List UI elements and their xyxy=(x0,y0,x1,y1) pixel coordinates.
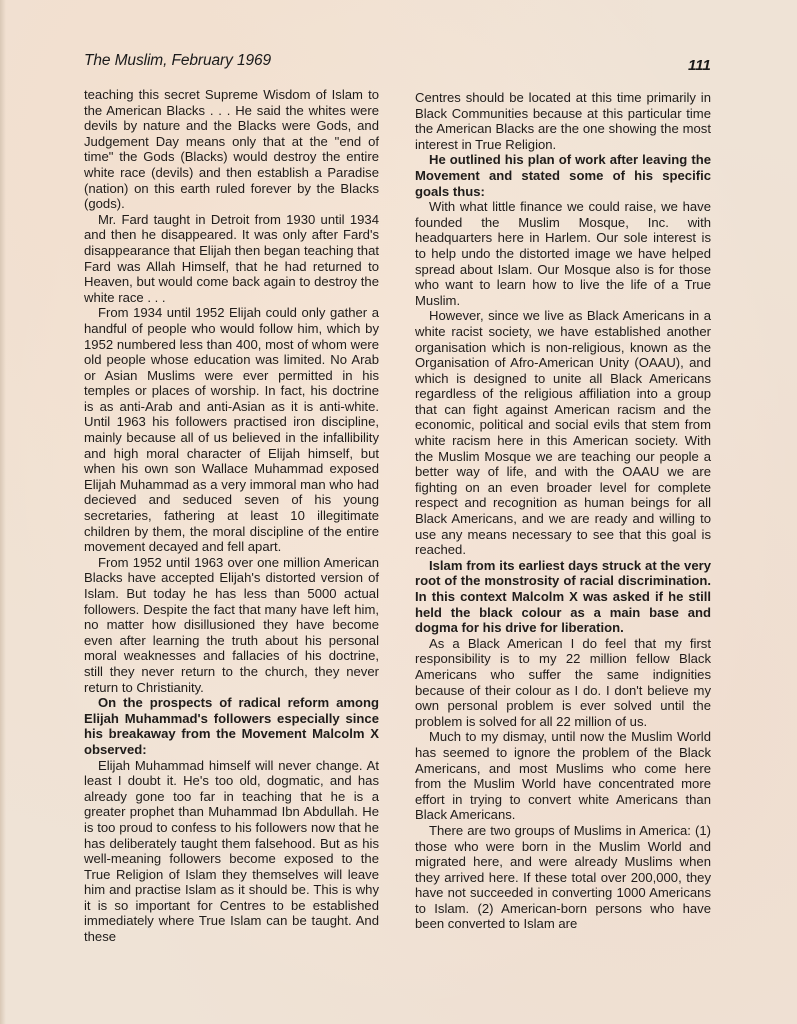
paragraph: From 1934 until 1952 Elijah could only gather a handful of people who would follow him, which by 1952 numbered less than 400, most of whom were old people whose education was limited. No Arab or Asian Muslims were ever permitted in his temples or places of worship. In fact, his doctrine is as anti-Arab and anti-Asian as it is anti-white. Until 1963 his followers practised iron discipline, mainly because all of us believed in the infallibility and high moral character of Elijah himself, but when his own son Wallace Muhammad exposed Elijah Muhammad as a very immoral man who had decieved and seduced seven of his young secretaries, fathering at least 10 illegitimate children by them, the moral discipline of the entire movement decayed and fell apart. xyxy=(84,305,379,555)
paragraph: There are two groups of Muslims in America: (1) those who were born in the Muslim World and migrated here, and were already Muslims when they arrived here. If these total over 200,000, they have not succeeded in converting 1000 Americans to Islam. (2) American-born persons who have been converted to Islam are xyxy=(415,822,711,932)
left-column xyxy=(84,87,379,945)
paragraph: Elijah Muhammad himself will never change. At least I doubt it. He's too old, dogmatic, and has already gone too far in teaching that he is a greater prophet than Muhammad Ibn Abdullah. He is too proud to confess to his followers now that he has deliberately taught them falsehood. But as his well-meaning followers become exposed to the True Religion of Islam they themselves will leave him and practise Islam as it should be. This is why it is so important for Centres to be established immediately where True Islam can be taught. And these xyxy=(84,757,379,945)
paragraph: Mr. Fard taught in Detroit from 1930 until 1934 and then he disappeared. It was only after Fard's disappearance that Elijah then began teaching that Fard was Allah Himself, that he had returned to Heaven, but would come back again to destroy the white race . . . xyxy=(84,211,379,305)
paragraph: As a Black American I do feel that my first responsibility is to my 22 million fellow Black Americans who suffer the same indignities because of their colour as I do. I don't believe my own personal problem is ever solved until the problem is solved for all 22 million of us. xyxy=(415,635,711,729)
right-column xyxy=(415,90,711,932)
paragraph: From 1952 until 1963 over one million American Blacks have accepted Elijah's distorted version of Islam. But today he has less than 5000 actual followers. Despite the fact that many have left him, no matter how disillusioned they have become even after learning the truth about his personal moral weaknesses and fallacies of his doctrine, still they never return to the church, they never return to Christianity. xyxy=(84,554,379,695)
running-head: The Muslim, February 1969 xyxy=(84,52,272,69)
interviewer-note: On the prospects of radical reform among Elijah Muhammad's followers especially since his breakaway from the Movement Malcolm X observed: xyxy=(84,695,379,757)
paragraph: With what little finance we could raise, we have founded the Muslim Mosque, Inc. with headquarters here in Harlem. Our sole interest is to help undo the distorted image we have helped spread about Islam. Our Mosque also is for those who want to learn how to live the life of a True Muslim. xyxy=(415,199,711,308)
page-number: 111 xyxy=(688,57,711,74)
interviewer-note: Islam from its earliest days struck at the very root of the monstrosity of racial discrimination. In this context Malcolm X was asked if he still held the black colour as a main base and dogma for his drive for liberation. xyxy=(415,557,711,636)
paragraph: teaching this secret Supreme Wisdom of Islam to the American Blacks . . . He said the whites were devils by nature and the Blacks were Gods, and Judgement Day means only that at the "end of time" the Gods (Blacks) would destroy the entire white race (devils) and then establish a Paradise (nation) on this earth ruled forever by the Blacks (gods). xyxy=(84,87,379,212)
paragraph: Much to my dismay, until now the Muslim World has seemed to ignore the problem of the Black Americans, and most Muslims who come here from the Muslim World have concentrated more effort in trying to convert white Americans than Black Americans. xyxy=(415,729,711,823)
page-edge xyxy=(0,0,6,1024)
paragraph: However, since we live as Black Americans in a white racist society, we have established another organisation which is non-religious, known as the Organisation of Afro-American Unity (OAAU), and which is designed to unite all Black Americans regardless of the religious affiliation into a group that can fight against American racism and the economic, political and social evils that stem from white racism here in this American society. With the Muslim Mosque we are teaching our people a better way of life, and with the OAAU we are fighting on an even broader level for complete respect and recognition as human beings for all Black Americans, and we are ready and willing to use any means necessary to see that this goal is reached. xyxy=(415,308,711,558)
interviewer-note: He outlined his plan of work after leaving the Movement and stated some of his specific goals thus: xyxy=(415,152,711,199)
paragraph: Centres should be located at this time primarily in Black Communities because at this particular time the American Blacks are the one showing the most interest in True Religion. xyxy=(415,90,711,152)
